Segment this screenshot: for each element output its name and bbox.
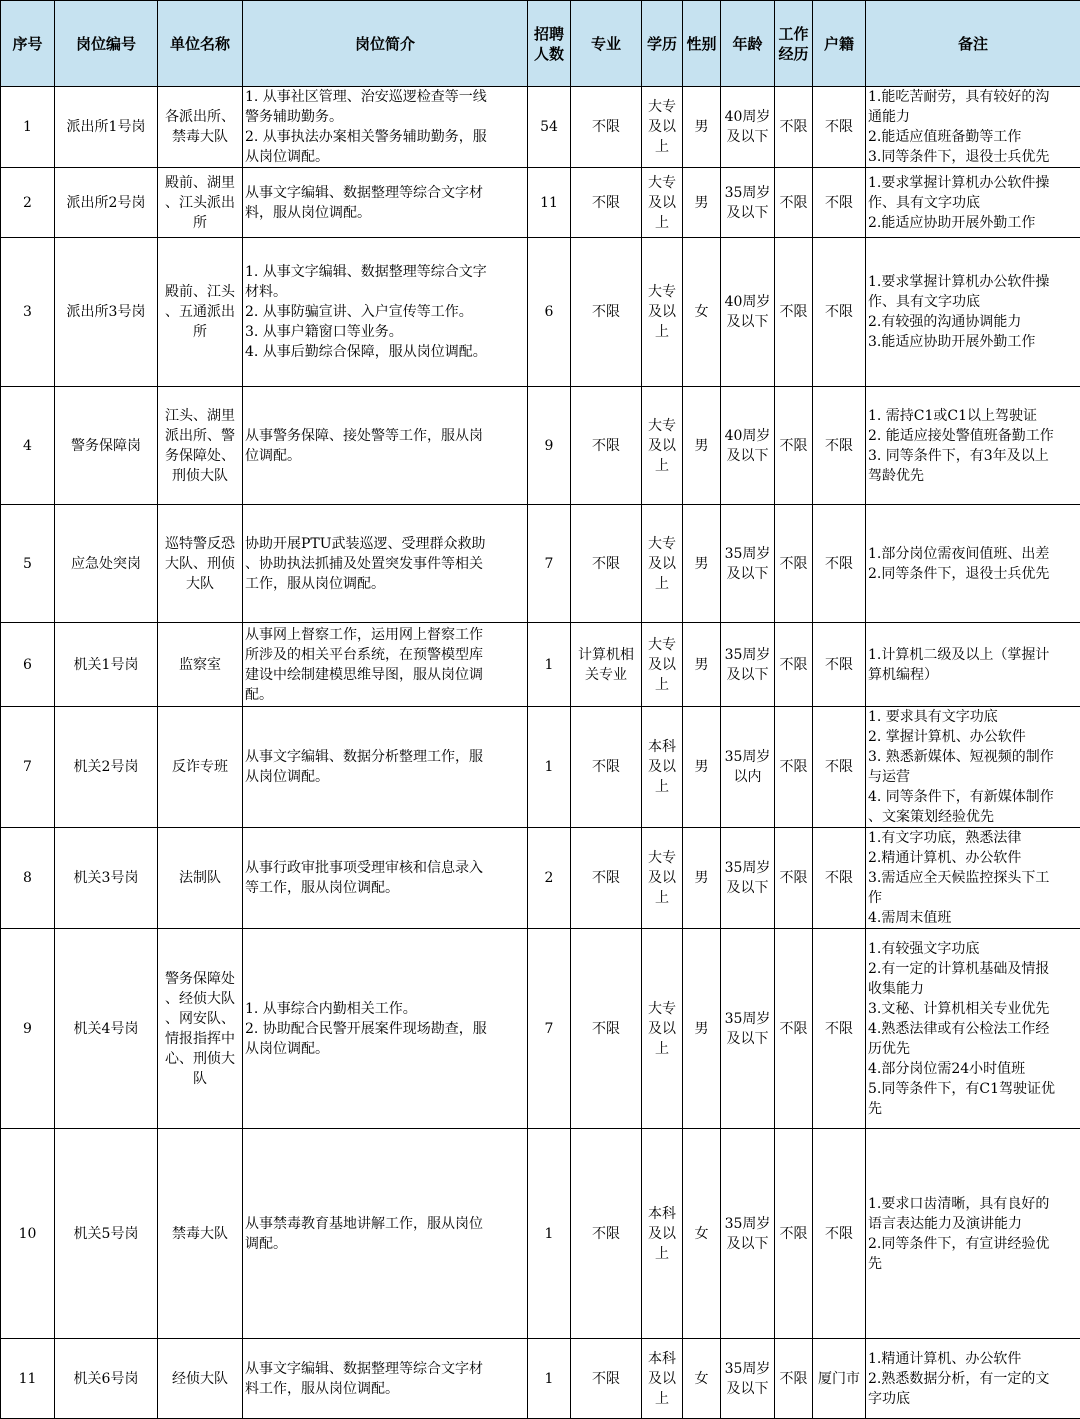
cell-count: 1 — [528, 1339, 571, 1419]
cell-major: 不限 — [571, 238, 642, 387]
cell-desc: 1. 从事社区管理、治安巡逻检查等一线 警务辅助勤务。 2. 从事执法办案相关警务辅助勤务，服 从岗位调配。 — [243, 87, 528, 168]
cell-seq: 5 — [1, 505, 55, 623]
cell-seq: 1 — [1, 87, 55, 168]
cell-count: 54 — [528, 87, 571, 168]
cell-count: 9 — [528, 387, 571, 505]
cell-hukou: 不限 — [813, 87, 866, 168]
cell-gender: 女 — [683, 1129, 721, 1339]
cell-count: 7 — [528, 929, 571, 1129]
cell-seq: 7 — [1, 707, 55, 828]
cell-hukou: 不限 — [813, 505, 866, 623]
cell-gender: 女 — [683, 1339, 721, 1419]
table-row — [1, 707, 1080, 828]
cell-major: 计算机相 关专业 — [571, 623, 642, 707]
cell-desc: 1. 从事文字编辑、数据整理等综合文字 材料。 2. 从事防骗宣讲、入户宣传等工作。 3. 从事户籍窗口等业务。 4. 从事后勤综合保障，服从岗位调配。 — [243, 238, 528, 387]
cell-gender: 男 — [683, 623, 721, 707]
cell-major: 不限 — [571, 1129, 642, 1339]
cell-count: 11 — [528, 168, 571, 238]
cell-count: 2 — [528, 828, 571, 929]
cell-age: 35周岁 及以下 — [721, 505, 775, 623]
cell-gender: 男 — [683, 87, 721, 168]
cell-seq: 8 — [1, 828, 55, 929]
cell-count: 7 — [528, 505, 571, 623]
cell-age: 35周岁 以内 — [721, 707, 775, 828]
header-hukou: 户籍 — [813, 1, 866, 87]
cell-age: 35周岁 及以下 — [721, 929, 775, 1129]
table-row — [1, 828, 1080, 929]
cell-exp: 不限 — [775, 505, 813, 623]
cell-gender: 男 — [683, 168, 721, 238]
table-row — [1, 1339, 1080, 1419]
cell-count: 1 — [528, 623, 571, 707]
cell-major: 不限 — [571, 87, 642, 168]
cell-desc: 从事禁毒教育基地讲解工作，服从岗位 调配。 — [243, 1129, 528, 1339]
cell-desc: 协助开展PTU武装巡逻、受理群众救助 、协助执法抓捕及处置突发事件等相关 工作，服从岗位调配。 — [243, 505, 528, 623]
cell-desc: 从事网上督察工作，运用网上督察工作 所涉及的相关平台系统，在预警模型库 建设中绘制建模思维导图，服从岗位调 配。 — [243, 623, 528, 707]
cell-major: 不限 — [571, 387, 642, 505]
cell-note: 1.要求掌握计算机办公软件操 作、具有文字功底 2.能适应协助开展外勤工作 — [866, 168, 1080, 238]
cell-major: 不限 — [571, 1339, 642, 1419]
header-post-code: 岗位编号 — [55, 1, 158, 87]
cell-note: 1. 要求具有文字功底 2. 掌握计算机、办公软件 3. 熟悉新媒体、短视频的制作 与运营 4. 同等条件下，有新媒体制作 、文案策划经验优先 — [866, 707, 1080, 828]
cell-exp: 不限 — [775, 828, 813, 929]
cell-unit: 禁毒大队 — [158, 1129, 243, 1339]
cell-post-code: 派出所2号岗 — [55, 168, 158, 238]
header-gender: 性别 — [683, 1, 721, 87]
cell-exp: 不限 — [775, 238, 813, 387]
header-note: 备注 — [866, 1, 1080, 87]
cell-exp: 不限 — [775, 707, 813, 828]
cell-unit: 殿前、湖里 、江头派出 所 — [158, 168, 243, 238]
cell-note: 1.能吃苦耐劳，具有较好的沟 通能力 2.能适应值班备勤等工作 3.同等条件下，退役士兵优先 — [866, 87, 1080, 168]
cell-edu: 本科 及以 上 — [642, 1339, 683, 1419]
cell-age: 35周岁 及以下 — [721, 623, 775, 707]
cell-unit: 巡特警反恐 大队、刑侦 大队 — [158, 505, 243, 623]
cell-hukou: 不限 — [813, 623, 866, 707]
cell-major: 不限 — [571, 707, 642, 828]
cell-desc: 从事文字编辑、数据分析整理工作，服 从岗位调配。 — [243, 707, 528, 828]
cell-major: 不限 — [571, 929, 642, 1129]
cell-note: 1.部分岗位需夜间值班、出差 2.同等条件下，退役士兵优先 — [866, 505, 1080, 623]
cell-unit: 监察室 — [158, 623, 243, 707]
cell-age: 35周岁 及以下 — [721, 1339, 775, 1419]
cell-age: 35周岁 及以下 — [721, 168, 775, 238]
cell-count: 1 — [528, 707, 571, 828]
cell-exp: 不限 — [775, 623, 813, 707]
cell-edu: 大专 及以 上 — [642, 623, 683, 707]
cell-edu: 大专 及以 上 — [642, 828, 683, 929]
header-desc: 岗位简介 — [243, 1, 528, 87]
cell-major: 不限 — [571, 168, 642, 238]
cell-edu: 大专 及以 上 — [642, 505, 683, 623]
cell-post-code: 机关5号岗 — [55, 1129, 158, 1339]
cell-edu: 大专 及以 上 — [642, 238, 683, 387]
header-edu: 学历 — [642, 1, 683, 87]
cell-desc: 从事文字编辑、数据整理等综合文字材 料工作，服从岗位调配。 — [243, 1339, 528, 1419]
cell-edu: 大专 及以 上 — [642, 387, 683, 505]
cell-count: 6 — [528, 238, 571, 387]
cell-note: 1.计算机二级及以上（掌握计 算机编程） — [866, 623, 1080, 707]
cell-seq: 6 — [1, 623, 55, 707]
header-row — [1, 1, 1080, 87]
header-seq: 序号 — [1, 1, 55, 87]
cell-exp: 不限 — [775, 387, 813, 505]
cell-hukou: 不限 — [813, 238, 866, 387]
cell-desc: 1. 从事综合内勤相关工作。 2. 协助配合民警开展案件现场勘查，服 从岗位调配。 — [243, 929, 528, 1129]
cell-note: 1.精通计算机、办公软件 2.熟悉数据分析，有一定的文 字功底 — [866, 1339, 1080, 1419]
table-row — [1, 929, 1080, 1129]
cell-note: 1.有较强文字功底 2.有一定的计算机基础及情报 收集能力 3.文秘、计算机相关专业优先 4.熟悉法律或有公检法工作经 历优先 4.部分岗位需24小时值班 5.同等条件下，有C1驾驶证优 先 — [866, 929, 1080, 1129]
header-exp: 工作 经历 — [775, 1, 813, 87]
cell-edu: 本科 及以 上 — [642, 707, 683, 828]
cell-hukou: 不限 — [813, 168, 866, 238]
table-row — [1, 168, 1080, 238]
cell-hukou: 不限 — [813, 828, 866, 929]
table-body — [1, 87, 1080, 1419]
header-major: 专业 — [571, 1, 642, 87]
cell-seq: 2 — [1, 168, 55, 238]
cell-post-code: 警务保障岗 — [55, 387, 158, 505]
cell-age: 40周岁 及以下 — [721, 238, 775, 387]
cell-post-code: 机关3号岗 — [55, 828, 158, 929]
cell-gender: 男 — [683, 387, 721, 505]
cell-unit: 江头、湖里 派出所、警 务保障处、 刑侦大队 — [158, 387, 243, 505]
cell-unit: 警务保障处 、经侦大队 、网安队、 情报指挥中 心、刑侦大 队 — [158, 929, 243, 1129]
cell-age: 35周岁 及以下 — [721, 828, 775, 929]
cell-gender: 男 — [683, 929, 721, 1129]
table-row — [1, 623, 1080, 707]
cell-edu: 大专 及以 上 — [642, 929, 683, 1129]
cell-gender: 女 — [683, 238, 721, 387]
cell-edu: 大专 及以 上 — [642, 87, 683, 168]
cell-seq: 10 — [1, 1129, 55, 1339]
header-count: 招聘 人数 — [528, 1, 571, 87]
cell-unit: 殿前、江头 、五通派出 所 — [158, 238, 243, 387]
table-row — [1, 1129, 1080, 1339]
cell-unit: 反诈专班 — [158, 707, 243, 828]
table-row — [1, 87, 1080, 168]
cell-post-code: 机关6号岗 — [55, 1339, 158, 1419]
cell-exp: 不限 — [775, 168, 813, 238]
cell-note: 1.要求口齿清晰，具有良好的 语言表达能力及演讲能力 2.同等条件下，有宣讲经验优 先 — [866, 1129, 1080, 1339]
cell-count: 1 — [528, 1129, 571, 1339]
cell-post-code: 机关2号岗 — [55, 707, 158, 828]
cell-post-code: 应急处突岗 — [55, 505, 158, 623]
cell-hukou: 不限 — [813, 707, 866, 828]
cell-age: 40周岁 及以下 — [721, 87, 775, 168]
cell-gender: 男 — [683, 505, 721, 623]
cell-age: 35周岁 及以下 — [721, 1129, 775, 1339]
cell-major: 不限 — [571, 828, 642, 929]
cell-exp: 不限 — [775, 929, 813, 1129]
cell-unit: 法制队 — [158, 828, 243, 929]
cell-gender: 男 — [683, 707, 721, 828]
cell-unit: 各派出所、 禁毒大队 — [158, 87, 243, 168]
cell-gender: 男 — [683, 828, 721, 929]
cell-seq: 9 — [1, 929, 55, 1129]
cell-desc: 从事警务保障、接处警等工作，服从岗 位调配。 — [243, 387, 528, 505]
cell-post-code: 机关4号岗 — [55, 929, 158, 1129]
cell-unit: 经侦大队 — [158, 1339, 243, 1419]
cell-post-code: 派出所1号岗 — [55, 87, 158, 168]
table-row — [1, 387, 1080, 505]
cell-seq: 3 — [1, 238, 55, 387]
cell-edu: 大专 及以 上 — [642, 168, 683, 238]
cell-note: 1.要求掌握计算机办公软件操 作、具有文字功底 2.有较强的沟通协调能力 3.能适应协助开展外勤工作 — [866, 238, 1080, 387]
cell-age: 40周岁 及以下 — [721, 387, 775, 505]
cell-hukou: 厦门市 — [813, 1339, 866, 1419]
cell-seq: 4 — [1, 387, 55, 505]
cell-seq: 11 — [1, 1339, 55, 1419]
cell-post-code: 机关1号岗 — [55, 623, 158, 707]
cell-post-code: 派出所3号岗 — [55, 238, 158, 387]
header-unit: 单位名称 — [158, 1, 243, 87]
header-age: 年龄 — [721, 1, 775, 87]
cell-edu: 本科 及以 上 — [642, 1129, 683, 1339]
cell-exp: 不限 — [775, 87, 813, 168]
cell-desc: 从事行政审批事项受理审核和信息录入 等工作，服从岗位调配。 — [243, 828, 528, 929]
cell-exp: 不限 — [775, 1339, 813, 1419]
table-row — [1, 505, 1080, 623]
cell-note: 1. 需持C1或C1以上驾驶证 2. 能适应接处警值班备勤工作 3. 同等条件下，有3年及以上 驾龄优先 — [866, 387, 1080, 505]
cell-major: 不限 — [571, 505, 642, 623]
cell-note: 1.有文字功底，熟悉法律 2.精通计算机、办公软件 3.需适应全天候监控探头下工 作 4.需周末值班 — [866, 828, 1080, 929]
cell-exp: 不限 — [775, 1129, 813, 1339]
cell-hukou: 不限 — [813, 387, 866, 505]
cell-hukou: 不限 — [813, 929, 866, 1129]
table-row — [1, 238, 1080, 387]
cell-hukou: 不限 — [813, 1129, 866, 1339]
cell-desc: 从事文字编辑、数据整理等综合文字材 料，服从岗位调配。 — [243, 168, 528, 238]
